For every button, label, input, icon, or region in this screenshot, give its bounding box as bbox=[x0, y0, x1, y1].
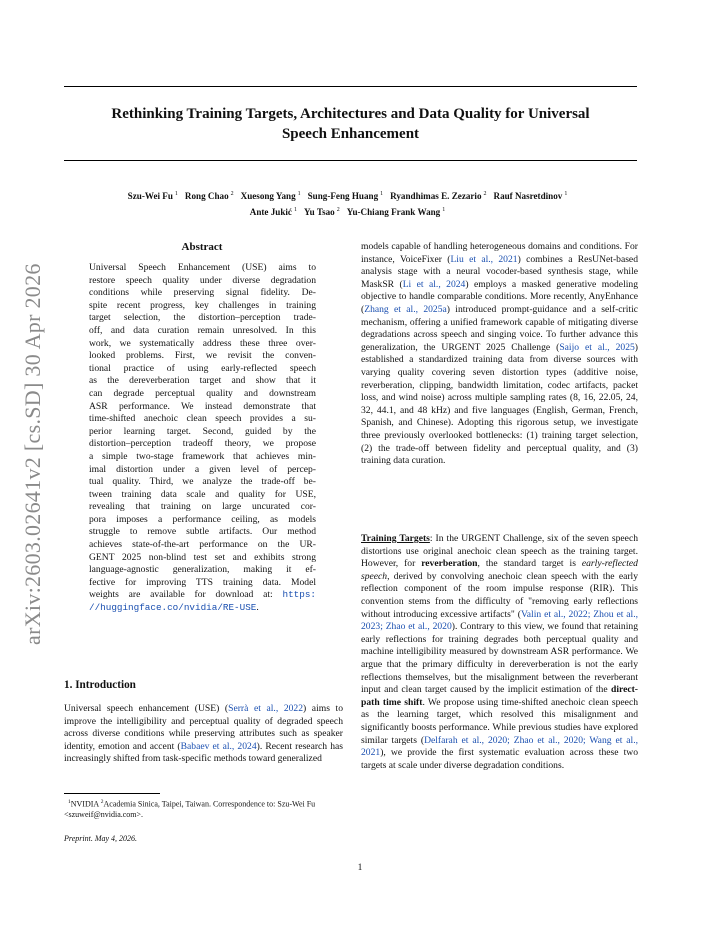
abstract-line: work, we systematically address these three over- bbox=[89, 337, 316, 349]
citation-link[interactable]: Delfarah et al., 2020; Zhao et al., 2020; Wang et al., 2021 bbox=[361, 734, 638, 759]
abstract-line: as the dereverberation target and show that it bbox=[89, 375, 316, 387]
affiliation-marker: 1 bbox=[442, 207, 446, 214]
abstract-line: perior learning target. Second, guided by the bbox=[89, 425, 316, 437]
affiliation-marker: 1 bbox=[293, 207, 297, 214]
affiliation-footnote: $^1$NVIDIA $^2$Academia Sinica, Taipei, Taiwan. Correspondence to: Szu-Wei Fu <szuweif@nvidia.com>. bbox=[64, 799, 316, 820]
author-name: Ante Jukić bbox=[249, 207, 292, 218]
citation-link[interactable]: Saijo et al., 2025 bbox=[559, 341, 635, 353]
author-name: Sung-Feng Huang bbox=[307, 191, 379, 202]
abstract-line: imal distortion under a given level of percep- bbox=[89, 463, 316, 475]
abstract-line: tual quality. Third, we analyze the trade-off be- bbox=[89, 476, 316, 488]
affiliation-marker: 1 bbox=[564, 191, 568, 197]
abstract-line: tional practice of using early-reflected speech bbox=[89, 362, 316, 374]
abstract-line: GENT 2025 non-blind test set and exhibits strong bbox=[89, 551, 316, 563]
author-name: Xuesong Yang bbox=[240, 191, 296, 202]
citation-link[interactable]: Valin et al., 2022; Zhou et al., 2023; Zhao et al., 2020 bbox=[361, 608, 638, 633]
abstract-line: weights are available for download at: https: bbox=[89, 589, 316, 601]
introduction-paragraph: Universal speech enhancement (USE) (Serrà et al., 2022) aims to improve the intelligibility and perceptual quality of degraded speech across diverse conditions while preserving attributes such as speaker identity, emotion and accent (Babaev et al., 2024). Recent research has increasingly shifted from task-specific methods toward generalized bbox=[64, 703, 343, 765]
author-line-1 bbox=[60, 187, 642, 203]
author-name: Yu-Chiang Frank Wang bbox=[346, 207, 441, 218]
title-bottom-rule bbox=[64, 160, 637, 161]
author-name: Rauf Nasretdinov bbox=[493, 191, 563, 202]
abstract-heading: Abstract bbox=[181, 241, 223, 253]
citation-link[interactable]: Liu et al., 2021 bbox=[450, 253, 518, 265]
paper-title bbox=[64, 104, 637, 144]
affiliation-marker: 1 bbox=[297, 191, 301, 197]
section-heading-introduction: 1. Introduction bbox=[64, 679, 136, 691]
affiliation-marker: 2 bbox=[336, 207, 340, 214]
abstract-line: pora imposes a performance ceiling, as models bbox=[89, 513, 316, 525]
author-name: Ryandhimas E. Zezario bbox=[390, 191, 482, 202]
author-name: Szu-Wei Fu bbox=[127, 191, 173, 202]
abstract-line: conditions while preserving signal fidelity. De- bbox=[89, 287, 316, 299]
title-top-rule bbox=[64, 86, 637, 87]
paragraph-heading-training-targets: Training Targets bbox=[361, 533, 430, 544]
abstract-line: looked problems. First, we revisit the conven- bbox=[89, 350, 316, 362]
affiliation-marker: 2 bbox=[230, 191, 234, 197]
abstract-line: can degrade perceptual quality and downstream bbox=[89, 387, 316, 399]
abstract-line: restore speech quality under diverse degradation bbox=[89, 274, 316, 286]
abstract-line: ASR performance. We instead demonstrate that bbox=[89, 400, 316, 412]
citation-link[interactable]: Babaev et al., 2024 bbox=[180, 740, 257, 752]
affiliation-marker: 2 bbox=[483, 191, 487, 197]
abstract-line: target selection, the distortion–perception trade- bbox=[89, 312, 316, 324]
page-number: 1 bbox=[357, 863, 363, 873]
abstract-line: Universal Speech Enhancement (USE) aims to bbox=[89, 262, 316, 273]
arxiv-identifier[interactable]: arXiv:2603.02641v2 [cs.SD] 30 Apr 2026 bbox=[20, 263, 45, 645]
affiliation-marker: 1 bbox=[380, 191, 384, 197]
abstract-line: a simple two-stage framework that achieves min- bbox=[89, 450, 316, 462]
abstract-line: off, and data curation remain unresolved. In this bbox=[89, 324, 316, 336]
preprint-note: Preprint. May 4, 2026. bbox=[64, 834, 138, 843]
author-name: Yu Tsao bbox=[303, 207, 335, 218]
abstract-line: time-shifted anechoic clean speech provides a su- bbox=[89, 413, 316, 425]
abstract-body bbox=[89, 262, 316, 615]
author-line-2 bbox=[60, 203, 642, 219]
abstract-line: distortion–perception tradeoff theory, we propose bbox=[89, 438, 316, 450]
abstract-line: revealing that training on large uncurated cor- bbox=[89, 501, 316, 513]
abstract-line: tween training data scale and quality for USE, bbox=[89, 488, 316, 500]
affiliation-marker: 1 bbox=[174, 191, 178, 197]
citation-link[interactable]: Zhang et al., 2025a bbox=[364, 303, 447, 315]
abstract-line: language-agnostic generalization, making it ef- bbox=[89, 564, 316, 576]
footnote-rule bbox=[64, 793, 160, 794]
author-name: Rong Chao bbox=[184, 191, 229, 202]
abstract-line: struggle to remove subtle artifacts. Our method bbox=[89, 526, 316, 538]
model-weights-link[interactable]: //huggingface.co/nvidia/RE-USE bbox=[89, 602, 257, 614]
citation-link[interactable]: Li et al., 2024 bbox=[402, 278, 466, 290]
abstract-line: achieves state-of-the-art performance on the UR- bbox=[89, 539, 316, 551]
title-line-2: Speech Enhancement bbox=[281, 126, 420, 142]
abstract-line: spite recent progress, key challenges in training bbox=[89, 299, 316, 311]
abstract-line: fective for improving TTS training data. Model bbox=[89, 576, 316, 588]
title-line-1: Rethinking Training Targets, Architectures and Data Quality for Universal bbox=[111, 106, 590, 122]
model-weights-link[interactable]: https: bbox=[282, 589, 316, 601]
citation-link[interactable]: Serrà et al., 2022 bbox=[228, 703, 304, 714]
author-list bbox=[60, 187, 642, 219]
training-targets-paragraph: Training Targets: In the URGENT Challenge, six of the seven speech distortions use original anechoic clean speech as the training target. However, for reverberation, the standard target is early-reflected speech, derived by convolving anechoic clean speech with the early reflection component of the room impulse response (RIR). This convention stems from the difficulty of "removing early reflections without introducing excessive artifacts" (Valin et al., 2022; Zhou et al., 2023; Zhao et al., 2020). Contrary to this view, we found that retaining early reflections for training degrades both perceptual quality and machine intelligibility measured by downstream ASR performance. We argue that the primary difficulty in dereverberation is not the early reflections themselves, but the misalignment between the reverberant input and clean target caused by the implicit estimation of the direct-path time shift. We propose using time-shifted anechoic clean speech as the learning target, which resolved this misalignment and significantly boosts performance. While previous studies have explored similar targets (Delfarah et al., 2020; Zhao et al., 2020; Wang et al., 2021), we provide the first systematic evaluation across these two targets at scale under diverse degradation conditions. bbox=[361, 533, 638, 771]
right-column-paragraph-1: models capable of handling heterogeneous domains and conditions. For instance, VoiceFixer (Liu et al., 2021) combines a ResUNet-based analysis stage with a neural vocoder-based synthesis stage, while MaskSR (Li et al., 2024) employs a masked generative modeling objective to handle comparable conditions. More recently, AnyEnhance (Zhang et al., 2025a) introduced prompt-guidance and a self-critic mechanism, offering a unified framework capable of mitigating diverse degradations across speech and singing voice. To further advance this generalization, the URGENT 2025 Challenge (Saijo et al., 2025) established a standardized training data from diverse sources with varying quality covering seven distortion types (additive noise, reverberation, clipping, bandwidth limitation, codec artifacts, packet loss, and wind noise) across multiple sampling rates (8, 16, 22.05, 24, 32, 44.1, and 48 kHz) and five languages (English, German, French, Spanish, and Chinese). Adopting this rigorous setup, we investigate three previously overlooked bottlenecks: (1) training target selection, (2) the trade-off between fidelity and perceptual quality, and (3) training data curation. bbox=[361, 241, 638, 467]
abstract-line: //huggingface.co/nvidia/RE-USE. bbox=[89, 602, 259, 614]
